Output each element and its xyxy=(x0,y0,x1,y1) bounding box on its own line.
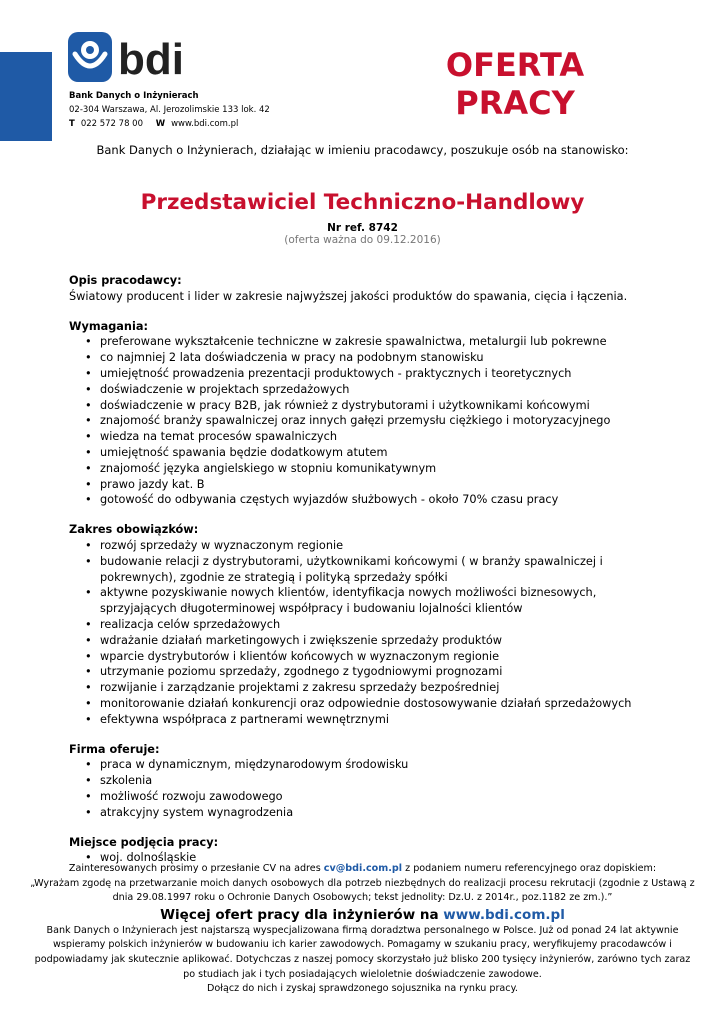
list-item: • wdrażanie działań marketingowych i zwiększenie sprzedaży produktów xyxy=(85,633,669,649)
closing-line: Dołącz do nich i zyskaj sprawdzonego sojusznika na rynku pracy. xyxy=(207,983,518,995)
more-offers-line: Więcej ofert pracy dla inżynierów na www.bdi.com.pl xyxy=(160,906,565,923)
job-reference: Nr ref. 8742 xyxy=(327,222,398,234)
phone-label: T xyxy=(69,119,75,129)
offer-content xyxy=(69,273,669,880)
offer-badge-line1: OFERTA xyxy=(445,46,585,84)
employer-heading: Opis pracodawcy: xyxy=(69,274,182,287)
list-item: • aktywne pozyskiwanie nowych klientów, identyfikacja nowych możliwości biznesowych, sprzyjających długoterminowej współpracy i budowaniu lojalności klientów xyxy=(85,585,669,617)
list-item: • utrzymanie poziomu sprzedaży, zgodnego z tygodniowymi prognozami xyxy=(85,664,669,680)
logo-text: bdi xyxy=(118,35,184,84)
brand-color-bar xyxy=(0,52,52,141)
company-address: 02-304 Warszawa, Al. Jerozolimskie 133 lok. 42 xyxy=(69,105,270,115)
list-item: • umiejętność prowadzenia prezentacji produktowych - praktycznych i teoretycznych xyxy=(85,366,669,382)
bdi-logo xyxy=(68,32,192,84)
offer-badge-line2: PRACY xyxy=(455,84,575,122)
list-item: • preferowane wykształcenie techniczne w zakresie spawalnictwa, metalurgii lub pokrewne xyxy=(85,334,669,350)
cv-email-link[interactable]: cv@bdi.com.pl xyxy=(323,863,403,874)
list-item: • monitorowanie działań konkurencji oraz odpowiednie dostosowywanie działań sprzedażowych xyxy=(85,696,669,712)
requirements-section xyxy=(69,319,669,509)
list-item: • wiedza na temat procesów spawalniczych xyxy=(85,429,669,445)
list-item: • budowanie relacji z dystrybutorami, użytkownikami końcowymi ( w branży spawalniczej i pokrewnych), zgodnie ze strategią i polityką sprzedaży spółki xyxy=(85,554,669,586)
duties-list xyxy=(69,538,669,728)
benefits-section xyxy=(69,742,669,821)
list-item: • doświadczenie w projektach sprzedażowych xyxy=(85,382,669,398)
list-item: • prawo jazdy kat. B xyxy=(85,477,669,493)
location-heading: Miejsce podjęcia pracy: xyxy=(69,835,219,849)
consent-clause: „Wyrażam zgodę na przetwarzanie moich danych osobowych dla potrzeb niezbędnych do realizacji procesu rekrutacji (zgodnie z Ustawą z dnia 29.08.1997 roku o Ochronie Danych Osobowych; tekst jednolity: Dz.U. z 2014r., poz.1182 ze zm.).” xyxy=(30,877,695,904)
footer xyxy=(30,862,695,997)
job-title: Przedstawiciel Techniczno-Handlowy xyxy=(140,190,585,215)
about-bdi: Bank Danych o Inżynierach jest najstarszą wyspecjalizowana firmą doradztwa personalnego w Polsce. Już od ponad 24 lat aktywnie wspieramy polskich inżynierów w budowaniu ich karier zawodowych. Pomagamy w szukaniu pracy, weryfikujemy pracodawców i podpowiadamy jak skutecznie aplikować. Dotychczas z naszej pomocy skorzystało już blisko 200 tysięcy inżynierów, zarówno tych zaraz po studiach jak i tych posiadających wieloletnie doświadczenie zawodowe. xyxy=(34,924,691,980)
offer-badge xyxy=(415,46,615,122)
duties-heading: Zakres obowiązków: xyxy=(69,523,199,537)
company-contact xyxy=(69,117,270,131)
list-item: • umiejętność spawania będzie dodatkowym atutem xyxy=(85,445,669,461)
intro-text: Bank Danych o Inżynierach, działając w imieniu pracodawcy, poszukuje osób na stanowisko: xyxy=(96,143,629,157)
list-item: • znajomość języka angielskiego w stopniu komunikatywnym xyxy=(85,461,669,477)
list-item: • realizacja celów sprzedażowych xyxy=(85,617,669,633)
phone-number: 022 572 78 00 xyxy=(80,119,143,129)
list-item: • szkolenia xyxy=(85,773,669,789)
apply-instructions: Zainteresowanych prosimy o przesłanie CV na adres cv@bdi.com.pl z podaniem numeru referencyjnego oraz dopiskiem: xyxy=(68,863,657,874)
benefits-list xyxy=(69,757,669,820)
company-web[interactable]: www.bdi.com.pl xyxy=(171,119,239,129)
list-item: • woj. dolnośląskie xyxy=(85,850,669,866)
list-item: • efektywna współpraca z partnerami wewnętrznymi xyxy=(85,712,669,728)
benefits-heading: Firma oferuje: xyxy=(69,742,160,756)
list-item: • praca w dynamicznym, międzynarodowym środowisku xyxy=(85,757,669,773)
employer-section xyxy=(69,273,669,305)
employer-description: Światowy producent i lider w zakresie najwyższej jakości produktów do spawania, cięcia i łączenia. xyxy=(69,289,628,303)
offer-validity: (oferta ważna do 09.12.2016) xyxy=(284,234,441,246)
company-block xyxy=(69,89,270,131)
more-offers-link[interactable]: www.bdi.com.pl xyxy=(443,906,565,923)
duties-section xyxy=(69,522,669,727)
list-item: • gotowość do odbywania częstych wyjazdów służbowych - około 70% czasu pracy xyxy=(85,492,669,508)
company-name: Bank Danych o Inżynierach xyxy=(69,91,199,101)
list-item: • rozwijanie i zarządzanie projektami z zakresu sprzedaży bezpośredniej xyxy=(85,680,669,696)
list-item: • znajomość branży spawalniczej oraz innych gałęzi przemysłu ciężkiego i motoryzacyjnego xyxy=(85,413,669,429)
list-item: • co najmniej 2 lata doświadczenia w pracy na podobnym stanowisku xyxy=(85,350,669,366)
bdi-logo-mark xyxy=(68,32,192,84)
requirements-list xyxy=(69,334,669,508)
requirements-heading: Wymagania: xyxy=(69,319,148,333)
list-item: • atrakcyjny system wynagrodzenia xyxy=(85,805,669,821)
list-item: • rozwój sprzedaży w wyznaczonym regionie xyxy=(85,538,669,554)
list-item: • możliwość rozwoju zawodowego xyxy=(85,789,669,805)
list-item: • wparcie dystrybutorów i klientów końcowych w wyznaczonym regionie xyxy=(85,649,669,665)
web-label: W xyxy=(155,119,166,129)
list-item: • doświadczenie w pracy B2B, jak również z dystrybutorami i użytkownikami końcowymi xyxy=(85,398,669,414)
